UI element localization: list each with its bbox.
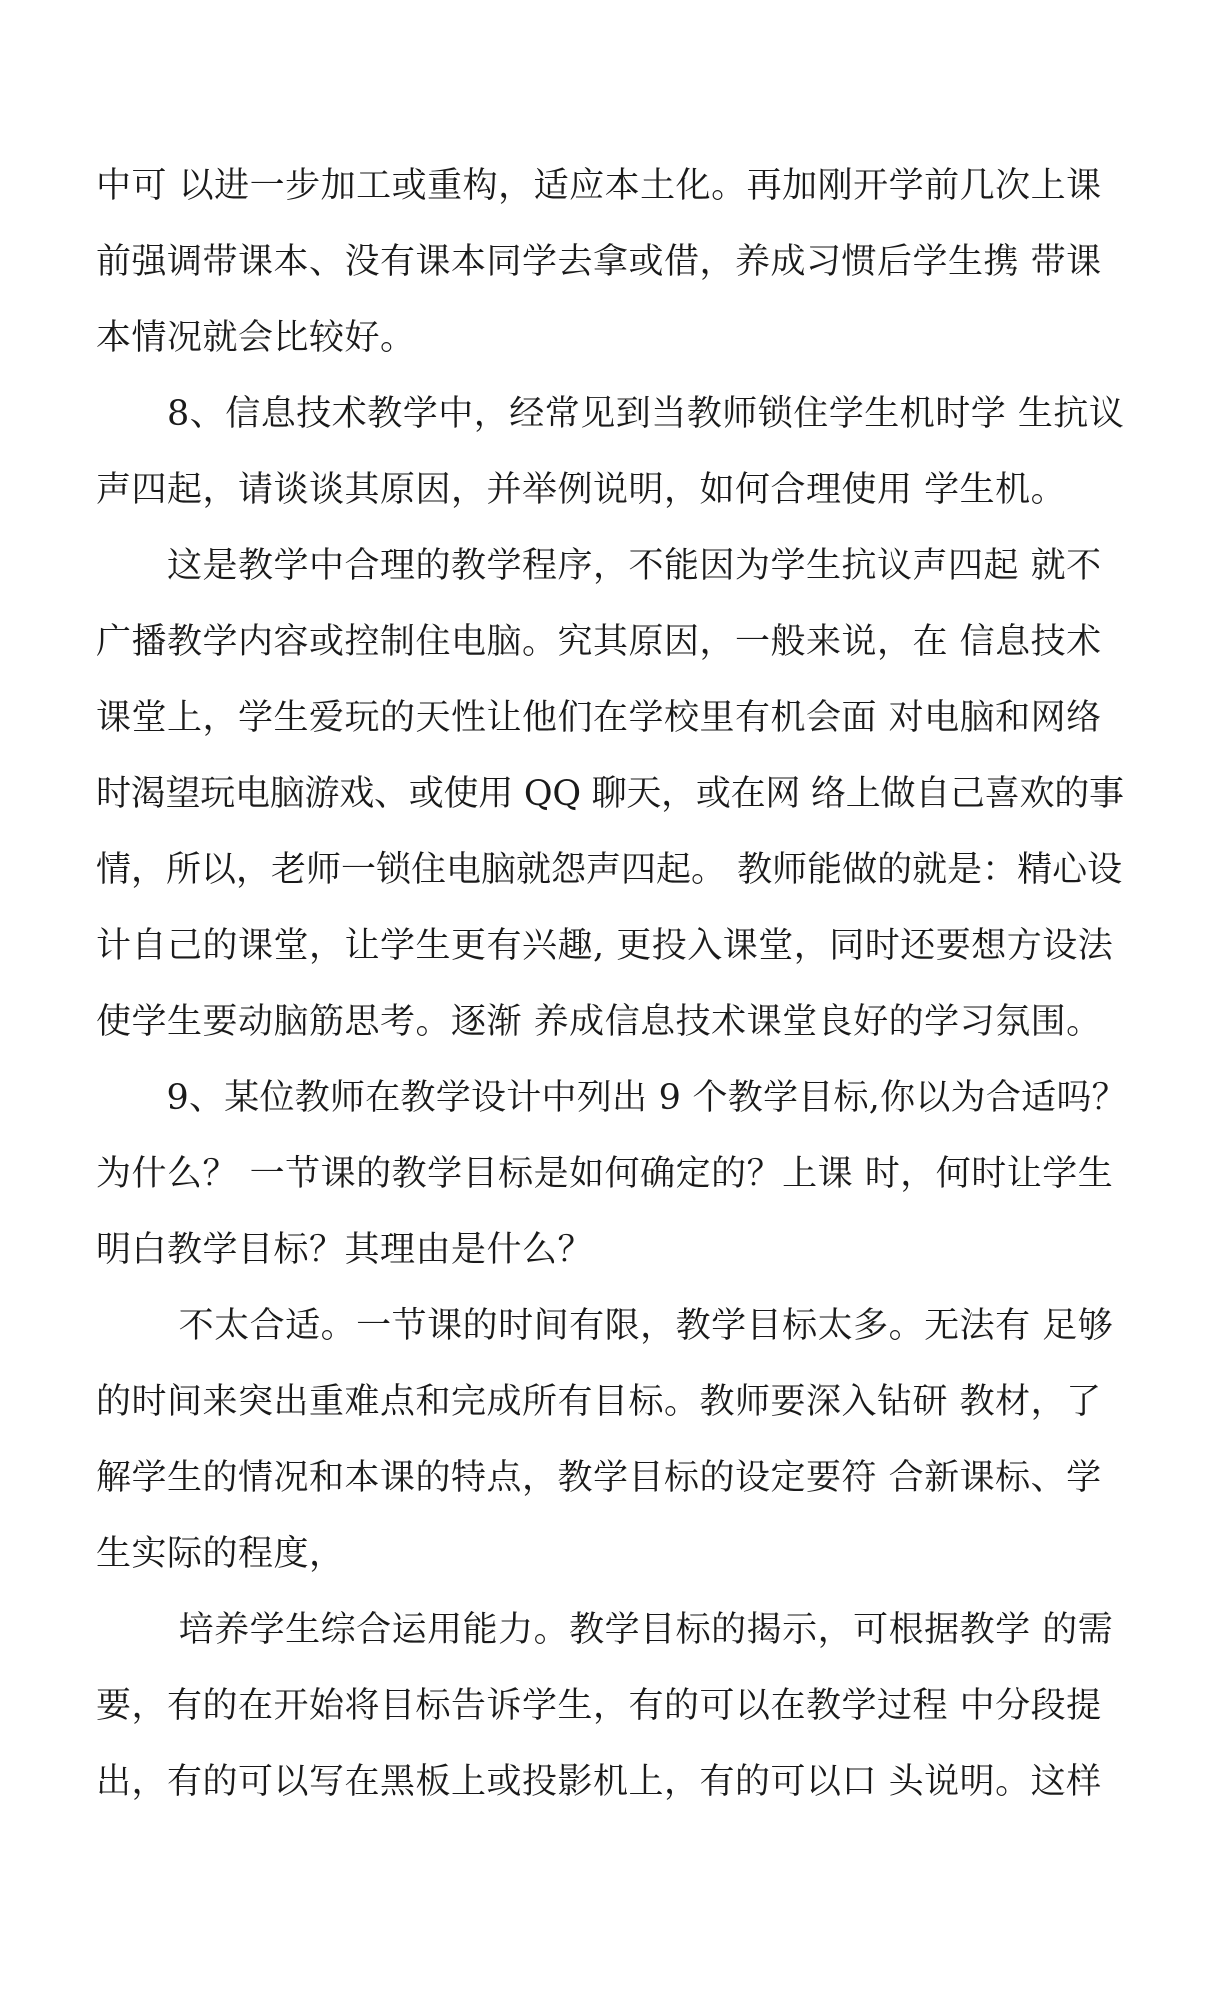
question-9-line: 9、某位教师在教学设计中列出 9 个教学目标,你以为合适吗？ [96, 1078, 1127, 1118]
text-line: 前强调带课本、没有课本同学去拿或借，养成习惯后学生携 带课 [96, 242, 1102, 282]
question-8-line: 8、信息技术教学中，经常见到当教师锁住学生机时学 生抗议 [96, 394, 1125, 434]
text-line: 明白教学目标？其理由是什么？ [96, 1230, 594, 1270]
text-line: 声四起，请谈谈其原因，并举例说明，如何合理使用 学生机。 [96, 470, 1067, 510]
text-line: 培养学生综合运用能力。教学目标的揭示，可根据教学 的需 [96, 1610, 1114, 1650]
text-line: 要，有的在开始将目标告诉学生，有的可以在教学过程 中分段提 [96, 1686, 1102, 1726]
answer-9-line: 不太合适。一节课的时间有限，教学目标太多。无法有 足够 [96, 1306, 1114, 1346]
text-line: 情，所以，老师一锁住电脑就怨声四起。 教师能做的就是：精心设 [96, 850, 1123, 890]
text-line: 解学生的情况和本课的特点，教学目标的设定要符 合新课标、学 [96, 1458, 1102, 1498]
text-line: 使学生要动脑筋思考。逐渐 养成信息技术课堂良好的学习氛围。 [96, 1002, 1102, 1042]
text-line: 计自己的课堂，让学生更有兴趣, 更投入课堂，同时还要想方设法 [96, 926, 1114, 966]
text-line: 的时间来突出重难点和完成所有目标。教师要深入钻研 教材，了 [96, 1382, 1102, 1422]
text-line: 时渴望玩电脑游戏、或使用 QQ 聊天，或在网 络上做自己喜欢的事 [96, 774, 1124, 814]
text-line: 本情况就会比较好。 [96, 318, 416, 358]
text-line: 为什么？ 一节课的教学目标是如何确定的？上课 时，何时让学生 [96, 1154, 1114, 1194]
body-text [96, 148, 1128, 1820]
text-line: 出，有的可以写在黑板上或投影机上，有的可以口 头说明。这样 [96, 1762, 1102, 1802]
text-line: 广播教学内容或控制住电脑。究其原因，一般来说，在 信息技术 [96, 622, 1102, 662]
text-line: 中可 以进一步加工或重构，适应本土化。再加刚开学前几次上课 [96, 166, 1102, 206]
text-line: 课堂上，学生爱玩的天性让他们在学校里有机会面 对电脑和网络 [96, 698, 1102, 738]
answer-8-line: 这是教学中合理的教学程序，不能因为学生抗议声四起 就不 [96, 546, 1102, 586]
text-line: 生实际的程度， [96, 1534, 345, 1574]
